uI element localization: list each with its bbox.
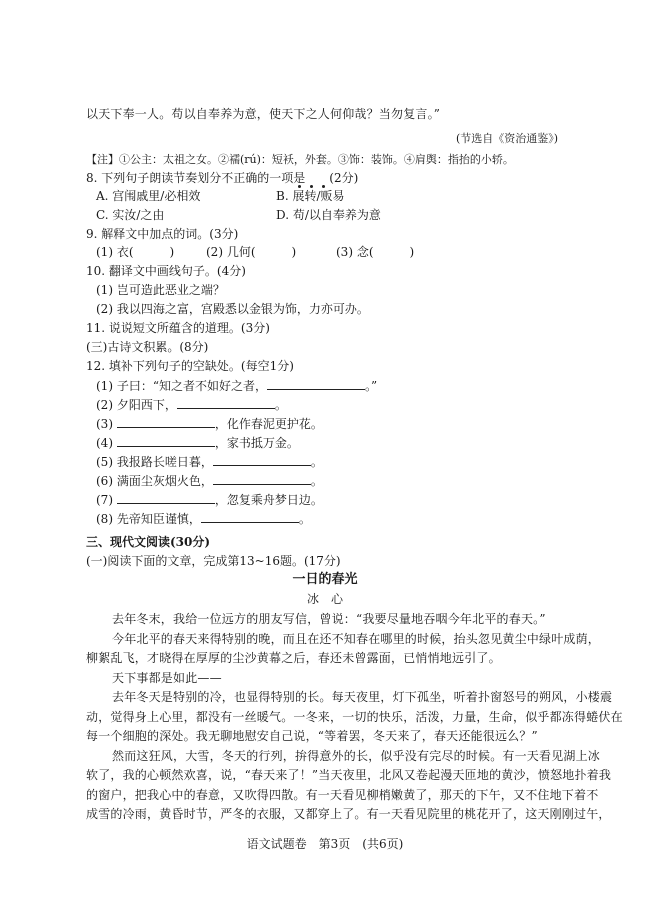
q12-item-5-text: (5) 我报路长嗟日暮， [96,455,213,469]
q12-item-3-text: (3) [96,417,113,431]
q10-item-1: (1) 岂可造此恶业之端？ [96,283,225,297]
essay-paragraph-2-line-1: 今年北平的春天来得特别的晚，而且在还不知春在哪里的时候，抬头忽见黄尘中绿叶成荫， [112,632,601,646]
source-citation: (节选自《资治通鉴》) [456,132,559,145]
q12-item-2 [96,396,287,413]
q12-item-1 [96,377,377,394]
q12-item-6-end: 。 [310,474,323,488]
part-3-heading: 三、现代文阅读(30分) [86,535,211,549]
question-8 [86,170,358,186]
answer-blank[interactable] [117,415,215,428]
q12-item-8-text: (8) 先帝知臣谨慎， [96,512,201,526]
q12-item-4 [96,434,299,451]
essay-paragraph-3: 天下事都是如此—— [112,671,222,685]
q12-item-4-text: (4) [96,436,113,450]
essay-title: 一日的春光 [292,572,358,587]
q12-item-5 [96,453,323,470]
q9-item-1: (1) 衣( ) [96,245,175,259]
essay-paragraph-5-line-1: 然而这狂风，大雪，冬天的行列，拚得意外的长，似乎没有完尽的时候。有一天看见湖上冰 [112,749,601,763]
q12-item-8-end: 。 [298,512,311,526]
essay-paragraph-5-line-2: 软了，我的心顿然欢喜，说，“春天来了！”当天夜里，北风又卷起漫天匝地的黄沙，愤怒地扑着我 [86,768,612,782]
question-12: 12. 填补下列句子的空缺处。(每空1分) [86,359,294,373]
essay-paragraph-5-line-4: 成雪的冷雨，黄昏时节，严冬的衣服，又都穿上了。有一天看见院里的桃花开了，这天刚刚过午， [86,807,611,821]
q12-item-2-end: 。 [274,398,287,412]
q12-item-6-text: (6) 满面尘灰烟火色， [96,474,213,488]
essay-paragraph-2-line-2: 柳絮乱飞，才晓得在厚厚的尘沙黄幕之后，春还未曾露面，已悄悄地远引了。 [86,651,501,665]
essay-author: 冰 心 [306,592,343,606]
q12-item-6 [96,472,323,489]
q12-item-7 [96,491,323,508]
q12-item-8 [96,510,311,527]
section-3-heading: (三)古诗文积累。(8分) [86,340,209,354]
question-11: 11. 说说短文所蕴含的道理。(3分) [86,321,270,335]
q12-item-1-text: (1) 子曰：“知之者不如好之者， [96,379,267,393]
q12-item-3 [96,415,323,432]
answer-blank[interactable] [117,434,215,447]
page-footer: 语文试题卷 第3页 (共6页) [246,837,404,851]
annotation-note: 【注】①公主：太祖之女。②襦(rú)：短袄，外套。③饰：装饰。④肩舆：指抬的小轿。 [86,153,514,166]
option-d: D. 苟/以自奉养为意 [276,208,381,222]
q9-item-2: (2) 几何( ) [206,245,297,259]
reading-1-heading: (一)阅读下面的文章，完成第13~16题。(17分) [86,554,341,568]
essay-paragraph-4-line-2: 动，觉得身上心里，都没有一丝暖气。一冬来，一切的快乐，活泼，力量，生命，似乎都冻得蜷伏在 [86,710,623,724]
essay-paragraph-5-line-3: 的窗户，把我心中的春意，又吹得四散。有一天看见柳梢嫩黄了，那天的下午，又不住地下着不 [86,788,599,802]
q12-item-1-end: 。” [364,379,378,393]
q12-item-4-end: ，家书抵万金。 [214,436,299,450]
question-9: 9. 解释文中加点的词。(3分) [86,227,239,241]
option-c: C. 实汝/之由 [96,208,165,222]
answer-blank[interactable] [201,510,299,523]
q12-item-5-end: 。 [310,455,323,469]
answer-blank[interactable] [213,453,311,466]
q12-item-7-end: ，忽复乘舟梦日边。 [214,493,323,507]
essay-paragraph-4-line-3: 每一个细胞的深处。我无聊地慰安自己说，“等着罢，冬天来了，春天还能很远么？” [86,729,538,743]
essay-paragraph-1: 去年冬末，我给一位远方的朋友写信，曾说：“我要尽量地吞咽今年北平的春天。” [112,612,546,626]
answer-blank[interactable] [177,396,275,409]
option-a: A. 宫闱戚里/必相效 [96,189,201,203]
answer-blank[interactable] [267,377,365,390]
question-8-text: 8. 下列句子朗读节奏划分不正确的一项是 (2分) [86,171,359,185]
q12-item-3-end: ，化作春泥更护花。 [214,417,323,431]
question-10: 10. 翻译文中画线句子。(4分) [86,264,246,278]
option-b: B. 展转/贩易 [276,189,345,203]
answer-blank[interactable] [117,491,215,504]
essay-paragraph-4-line-1: 去年冬天是特别的冷，也显得特别的长。每天夜里，灯下孤坐，听着扑窗怒号的朔风，小楼震 [112,690,613,704]
q10-item-2: (2) 我以四海之富，宫殿悉以金银为饰，力亦可办。 [96,302,369,316]
q9-item-3: (3) 念( ) [336,245,415,259]
q12-item-2-text: (2) 夕阳西下， [96,398,177,412]
q12-item-7-text: (7) [96,493,113,507]
passage-last-line: 以天下奉一人。苟以自奉养为意，使天下之人何仰哉？当勿复言。” [86,107,441,121]
answer-blank[interactable] [213,472,311,485]
